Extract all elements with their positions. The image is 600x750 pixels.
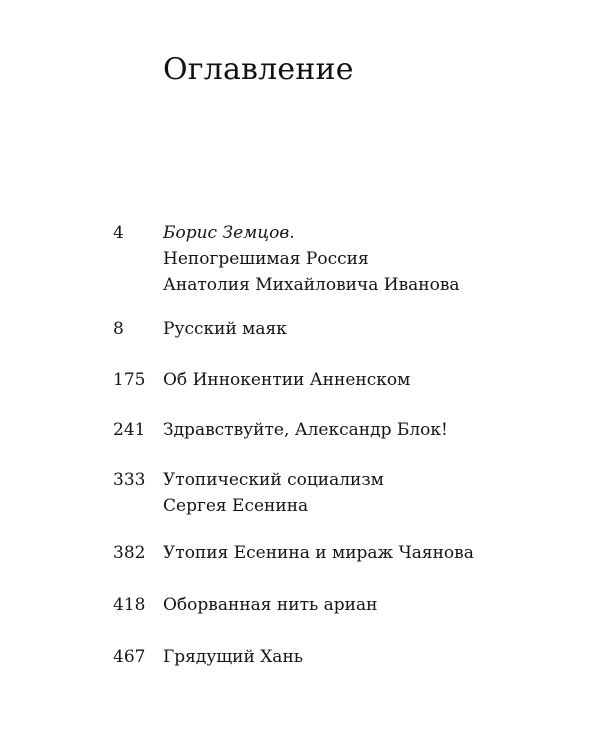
toc-entry-title-line: Русский маяк bbox=[163, 319, 287, 339]
toc-entry-text bbox=[163, 220, 583, 298]
toc-entry-title-line: Непогрешимая Россия bbox=[163, 249, 369, 269]
toc-entry-title-line: Анатолия Михайловича Иванова bbox=[163, 275, 460, 295]
toc-page-number: 8 bbox=[113, 319, 124, 339]
toc-entry-text bbox=[163, 592, 583, 618]
toc-page-number: 467 bbox=[113, 647, 146, 667]
toc-page-number: 241 bbox=[113, 420, 146, 440]
toc-entry-title-line: Утопический социализм bbox=[163, 470, 384, 490]
toc-entry-text bbox=[163, 467, 583, 519]
toc-entry-title-line: Утопия Есенина и мираж Чаянова bbox=[163, 543, 474, 563]
toc-entry-text bbox=[163, 417, 583, 443]
toc-page-number: 418 bbox=[113, 595, 146, 615]
toc-entry-title-line: Сергея Есенина bbox=[163, 496, 309, 516]
toc-page-number: 333 bbox=[113, 470, 146, 490]
toc-entry-text bbox=[163, 316, 583, 342]
toc-page-number: 382 bbox=[113, 543, 146, 563]
toc-entry-author: Борис Земцов. bbox=[163, 223, 295, 243]
toc-entry-text bbox=[163, 367, 583, 393]
toc-entry-title-line: Здравствуйте, Александр Блок! bbox=[163, 420, 448, 440]
toc-entry-text bbox=[163, 644, 583, 670]
toc-entry-text bbox=[163, 540, 583, 566]
toc-entry-title-line: Об Иннокентии Анненском bbox=[163, 370, 411, 390]
toc-entry-title-line: Грядущий Хань bbox=[163, 647, 304, 667]
toc-page-number: 4 bbox=[113, 223, 124, 243]
toc-page-number: 175 bbox=[113, 370, 146, 390]
page-title: Оглавление bbox=[163, 52, 354, 87]
toc-entry-title-line: Оборванная нить ариан bbox=[163, 595, 378, 615]
